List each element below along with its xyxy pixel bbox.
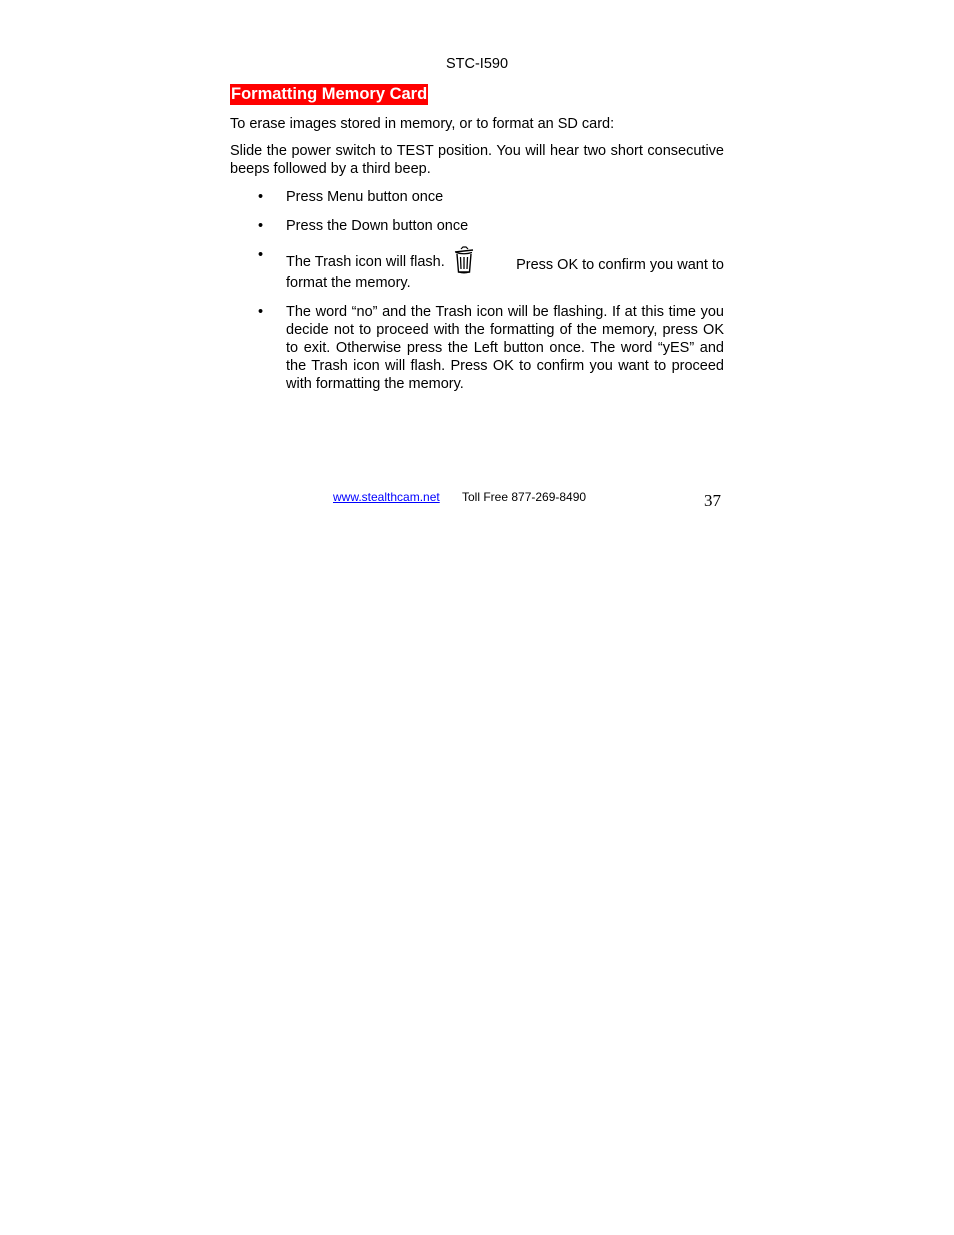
trash-icon [453,246,475,274]
bullet-glyph: • [258,304,264,320]
page-header-model: STC-I590 [445,56,509,72]
website-link[interactable]: www.stealthcam.net [333,490,440,504]
bullet-glyph: • [258,247,264,263]
section-title: Formatting Memory Card [231,85,428,103]
text-after-icon: Press OK to confirm you want to [516,257,724,273]
step-text: Press the Down button once [286,218,469,234]
list-item [258,246,724,292]
step-text: The word “no” and the Trash icon will be flashing. If at this time you decide not to proceed with the formatting of the memory, press OK to exit. Otherwise press the Left button once. The word “yES” and the Trash icon will flash. Press OK to confirm you want to proceed with formatting the memory. [286,304,724,392]
step-first-line [286,246,724,274]
list-item [258,303,724,393]
bullet-glyph: • [258,189,264,205]
steps-list [258,188,724,404]
page-number: 37 [704,491,721,510]
intro-paragraph: To erase images stored in memory, or to format an SD card: [230,116,615,132]
list-item [258,217,724,235]
step-text-before-icon [286,246,481,274]
toll-free-phone: Toll Free 877-269-8490 [462,490,587,504]
step-text-with-icon [286,246,724,292]
list-item [258,188,724,206]
instruction-paragraph: Slide the power switch to TEST position. You will hear two short consecutive beeps followed by a third beep. [230,143,724,177]
text-before-icon: The Trash icon will flash. [286,254,445,270]
bullet-glyph: • [258,218,264,234]
step-text: Press Menu button once [286,189,444,205]
text-continued: format the memory. [286,275,411,291]
